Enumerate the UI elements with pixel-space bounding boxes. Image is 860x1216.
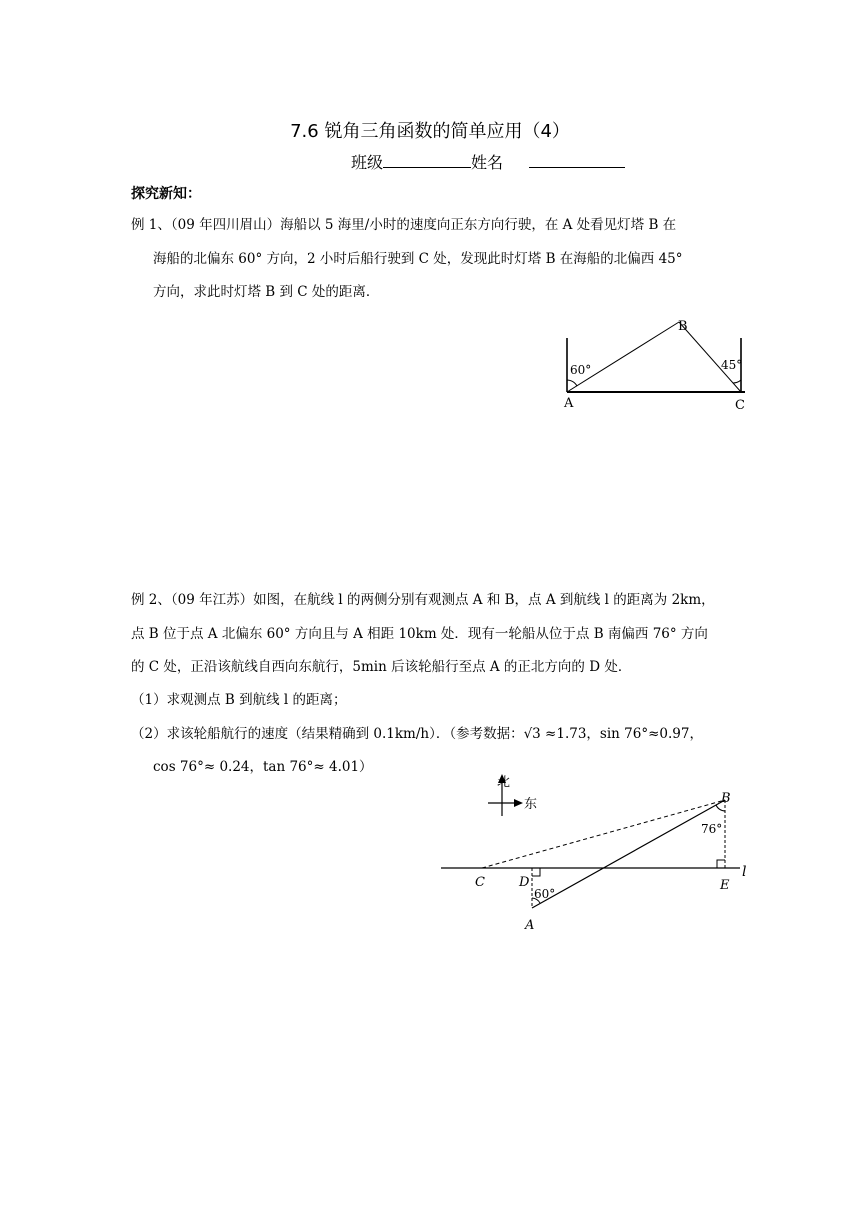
class-name-line [351, 150, 625, 173]
north-label: 北 [497, 775, 511, 790]
line-ab [532, 800, 725, 908]
point-b-label: B [678, 319, 688, 334]
name-blank [529, 153, 625, 168]
example2-line3: 的 C 处，正沿该航线自西向东航行，5min 后该轮船行至点 A 的正北方向的 D 处． [131, 659, 632, 675]
right-angle-d [532, 868, 540, 876]
class-blank [383, 153, 471, 168]
example1-line3: 方向，求此时灯塔 B 到 C 处的距离． [153, 284, 380, 300]
line-bc [679, 322, 741, 392]
angle-arc-a [567, 380, 577, 386]
example2-question1: （1）求观测点 B 到航线 l 的距离； [131, 692, 347, 708]
point-a-label: A [525, 918, 535, 933]
compass-east-arrow [514, 799, 523, 807]
angle-a-label: 60° [534, 887, 556, 901]
example1-line2: 海船的北偏东 60° 方向，2 小时后船行驶到 C 处，发现此时灯塔 B 在海船的北偏西 45° [153, 251, 683, 267]
example2-line2: 点 B 位于点 A 北偏东 60° 方向且与 A 相距 10km 处．现有一轮船从位于点 B 南偏西 76° 方向 [131, 626, 708, 642]
line-cb-dashed [482, 800, 725, 868]
point-a-label: A [564, 396, 574, 411]
point-c-label: C [735, 398, 745, 413]
east-label: 东 [524, 797, 538, 812]
class-label: 班级 [351, 153, 384, 172]
point-b-label: B [721, 791, 731, 806]
section-heading: 探究新知： [131, 186, 201, 202]
line-l-label: l [742, 864, 747, 880]
point-e-label: E [720, 878, 730, 893]
line-ab [567, 322, 679, 392]
angle-a-label: 60° [570, 363, 592, 377]
example2-line1: 例 2、（09 年江苏）如图，在航线 l 的两侧分别有观测点 A 和 B，点 A 到航线 l 的距离为 2km， [131, 592, 715, 608]
name-label: 姓名 [471, 153, 504, 172]
example1-line1: 例 1、（09 年四川眉山）海船以 5 海里/小时的速度向正东方向行驶，在 A 处看见灯塔 B 在 [131, 217, 677, 233]
example1-figure [555, 310, 755, 415]
page-title: 7.6 锐角三角函数的简单应用（4） [290, 121, 570, 142]
angle-c-label: 45° [721, 358, 743, 372]
angle-b-label: 76° [701, 822, 723, 836]
point-c-label: C [475, 875, 485, 890]
point-d-label: D [519, 875, 530, 890]
example2-figure [435, 770, 765, 935]
right-angle-e [717, 860, 725, 868]
angle-arc-c [733, 380, 741, 383]
example2-question2-cont: cos 76°≈ 0.24，tan 76°≈ 4.01） [153, 759, 373, 775]
example2-question2: （2）求该轮船航行的速度（结果精确到 0.1km/h）．（参考数据：√3 ≈1.73，sin 76°≈0.97， [131, 726, 703, 742]
